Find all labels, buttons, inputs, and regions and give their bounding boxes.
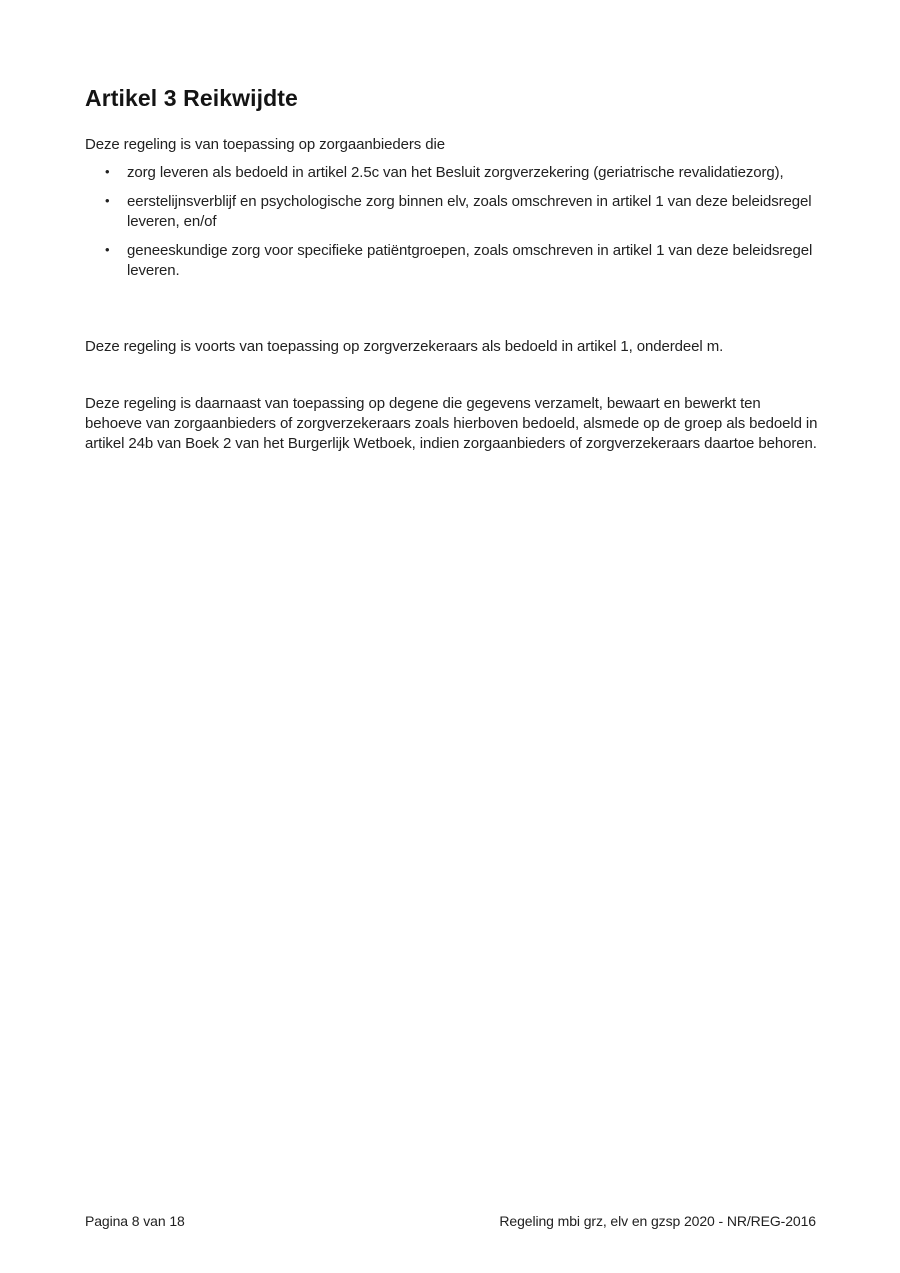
- paragraph-voorts: Deze regeling is voorts van toepassing op zorgverzekeraars als bedoeld in artikel 1, onderdeel m.: [85, 338, 724, 355]
- page-footer: [85, 1212, 816, 1230]
- bullet-icon: •: [105, 193, 110, 208]
- intro-paragraph: Deze regeling is van toepassing op zorgaanbieders die: [85, 136, 445, 153]
- footer-document-reference: Regeling mbi grz, elv en gzsp 2020 - NR/REG-2016: [499, 1213, 816, 1229]
- scope-bullet-list: [85, 163, 820, 281]
- list-item-text: zorg leveren als bedoeld in artikel 2.5c van het Besluit zorgverzekering (geriatrische revalidatiezorg),: [127, 164, 784, 181]
- bullet-icon: •: [105, 242, 110, 257]
- list-item: [85, 241, 820, 281]
- page-content: [85, 0, 820, 454]
- article-title: Artikel 3 Reikwijdte: [85, 85, 298, 111]
- bullet-icon: •: [105, 164, 110, 179]
- footer-page-indicator: Pagina 8 van 18: [85, 1213, 185, 1229]
- list-item-text: eerstelijnsverblijf en psychologische zorg binnen elv, zoals omschreven in artikel 1 van deze beleidsregel leveren, en/of: [127, 193, 812, 230]
- list-item-text: geneeskundige zorg voor specifieke patiëntgroepen, zoals omschreven in artikel 1 van deze beleidsregel leveren.: [127, 242, 813, 279]
- paragraph-daarnaast: Deze regeling is daarnaast van toepassing op degene die gegevens verzamelt, bewaart en bewerkt ten behoeve van zorgaanbieders of zorgverzekeraars zoals hierboven bedoeld, alsmede op de groep als bedoeld in artikel 24b van Boek 2 van het Burgerlijk Wetboek, indien zorgaanbieders of zorgverzekeraars daartoe behoren.: [85, 395, 818, 452]
- list-item: [85, 163, 820, 183]
- list-item: [85, 192, 820, 232]
